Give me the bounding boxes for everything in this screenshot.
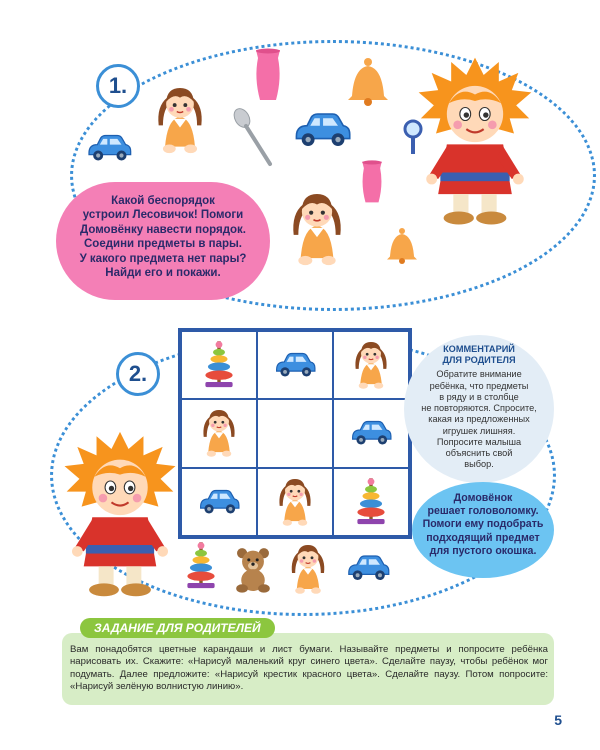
doll-icon [282,188,352,270]
puzzle-line: для пустого окошка. [429,544,537,557]
comment-line: Обратите внимание [436,369,522,380]
grid-cell [333,468,409,536]
car-icon [84,132,134,164]
car-icon[interactable] [344,552,392,584]
doll-icon[interactable] [284,540,332,598]
teddy-bear-icon[interactable] [232,546,274,594]
comment-line: не повторяются. Спросите, [421,403,537,414]
grid-cell [333,399,409,467]
parent-task-title: ЗАДАНИЕ ДЛЯ РОДИТЕЛЕЙ [80,618,275,638]
comment-line: Попросите малыша [436,436,522,447]
puzzle-line: Помоги ему подобрать [422,518,544,531]
puzzle-text [412,492,554,558]
pyramid-icon [354,476,388,528]
grid-cell [257,331,333,399]
vase-icon [358,160,386,204]
doll-icon [196,405,242,461]
car-icon [272,350,318,380]
car-icon [348,418,394,448]
parent-comment-text [414,344,544,470]
empty-grid-cell[interactable] [257,399,333,467]
bell-icon [384,226,420,266]
instruction-line: Соедини предметы в пары. [83,238,243,251]
grid-cell [181,331,257,399]
puzzle-line: решает головоломку. [427,505,539,518]
grid-cell [333,331,409,399]
pyramid-icon [202,339,236,391]
puzzle-line: Домовёнок [453,492,513,504]
comment-line: выбор. [464,459,494,470]
instruction-line: У какого предмета нет пары? [79,252,247,265]
kid-character-icon [410,40,540,240]
instruction-line: устроил Лесовичок! Помоги [82,209,244,222]
parent-task-text: Вам понадобятся цветные карандаши и лист бумаги. Называйте предметы и попросите ребёнка нарисовать их. Скажите: «Нарисуй маленький круг синего цвета». Сделайте паузу, чтобы ребёнок мог подумать. Далее предложите: «Нарисуй крестик красного цвета». Сделайте паузу. Потом попросите: «Нарисуй зелёную волнистую линию». [70,644,548,693]
comment-line: объяснить свой [445,447,513,458]
spoon-icon [232,108,276,168]
doll-icon [272,474,318,530]
kid-character-icon [56,420,184,606]
comment-line: ребёнка, что предметы [429,380,529,391]
magnifier-icon [400,118,426,156]
bell-icon [344,56,392,108]
instruction-line: Найди его и покажи. [105,266,221,279]
section1-number: 1. [96,64,140,108]
puzzle-grid [178,328,412,539]
grid-cell [181,399,257,467]
grid-cell [257,468,333,536]
vase-icon [252,48,284,102]
comment-line: в ряду и в столбце [439,391,519,402]
doll-icon [148,82,212,158]
comment-line: какая из предложенных [428,414,530,425]
comment-title: КОММЕНТАРИЙ [443,344,515,354]
page-number: 5 [554,712,562,728]
instruction-text [62,194,264,280]
doll-icon [348,337,394,393]
instruction-line: Какой беспорядок [111,195,215,207]
comment-line: игрушек лишняя. [442,425,516,436]
pyramid-icon[interactable] [184,540,218,592]
grid-cell [181,468,257,536]
section2-number: 2. [116,352,160,396]
comment-title: ДЛЯ РОДИТЕЛЯ [442,355,516,366]
instruction-line: Домовёнку навести порядок. [80,223,246,236]
car-icon [290,110,354,150]
puzzle-line: подходящий предмет [426,531,540,544]
car-icon [196,487,242,517]
